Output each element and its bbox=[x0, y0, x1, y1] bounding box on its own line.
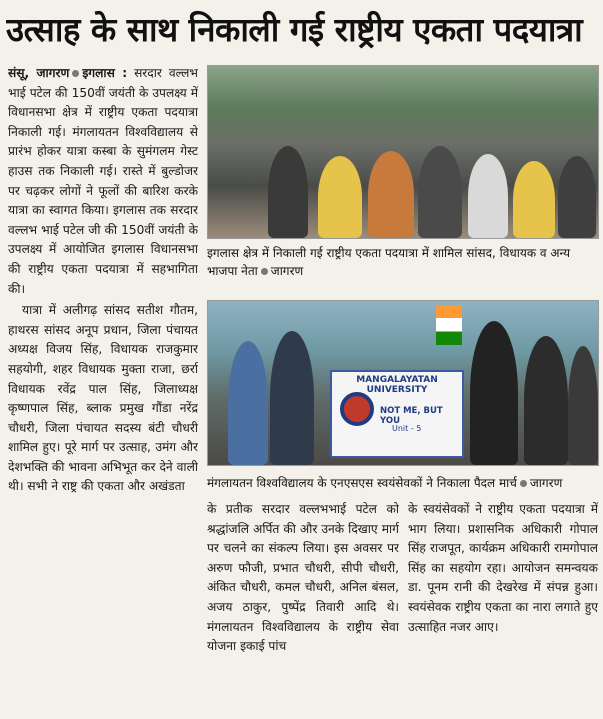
headline: उत्साह के साथ निकाली गई राष्ट्रीय एकता पदयात्रा bbox=[6, 10, 583, 49]
banner-title: MANGALAYATAN UNIVERSITY bbox=[356, 375, 438, 395]
paragraph-1-text: सरदार वल्लभ भाई पटेल की 150वीं जयंती के उपलक्ष्य में विधानसभा क्षेत्र में राष्ट्रीय एकता पदयात्रा निकाली गई। मंगलायतन विश्वविद्यालय से प्रारंभ होकर यात्रा कस्बा के सुमंगलम गेस्ट हाउस तक निकाली गई। रास्ते में बुल्डोजर पर चढ़कर लोगों ने फूलों की बारिश करके यात्रा का स्वागत किया। इगलास तक सरदार वल्लभ भाई पटेल जी की 150वीं जयंती के उपलक्ष्य में आयोजित इगलास विधानसभा की राष्ट्रीय एकता पदयात्रा में सहभागिता की। bbox=[8, 66, 198, 296]
dateline-place: इगलास : bbox=[82, 66, 128, 80]
photo-padyatra-leaders bbox=[207, 65, 599, 239]
photo2-caption-text: मंगलायतन विश्वविद्यालय के एनएसएस स्वयंसेवकों ने निकाला पैदल मार्च bbox=[207, 476, 517, 490]
nss-banner bbox=[330, 370, 464, 458]
banner-unit: Unit - 5 bbox=[392, 424, 422, 433]
dateline-source: संसू, जागरण bbox=[8, 66, 70, 80]
photo2-caption bbox=[207, 474, 599, 492]
paragraph-2: यात्रा में अलीगढ़ सांसद सतीश गौतम, हाथरस सांसद अनूप प्रधान, जिला पंचायत अध्यक्ष विजय सिंह, विधायक राजकुमार सहयोगी, शहर विधायक मुक्ता राजा, छर्रा विधायक रवेंद्र पाल सिंह, जिलाध्यक्ष कृष्णपाल सिंह, ब्लाक प्रमुख गौंडा नरेंद्र चौधरी, जिला पंचायत सदस्य बंटी चौधरी शामिल हुए। पूरे मार्ग पर उत्साह, उमंग और देशभक्ति की भावना अभिभूत कर देने वाली थी। सभी ने राष्ट्र की एकता और अखंडता bbox=[8, 303, 198, 494]
bullet-dot-icon bbox=[520, 480, 527, 487]
paragraph-1 bbox=[8, 64, 198, 299]
bullet-dot-icon bbox=[261, 268, 268, 275]
article-left-column bbox=[8, 64, 198, 714]
photo2-credit: जागरण bbox=[529, 476, 563, 490]
photo1-caption-text: इगलास क्षेत्र में निकाली गई राष्ट्रीय एकता पदयात्रा में शामिल सांसद, विधायक व अन्य भाजपा नेता bbox=[207, 246, 571, 278]
photo1-caption bbox=[207, 244, 599, 280]
banner-motto: NOT ME, BUT YOU bbox=[380, 406, 443, 426]
bullet-dot-icon bbox=[72, 70, 79, 77]
photo1-credit: जागरण bbox=[270, 264, 304, 278]
nss-wheel-icon bbox=[340, 392, 374, 426]
article-right-column: के स्वयंसेवकों ने राष्ट्रीय एकता पदयात्रा में भाग लिया। प्रशासनिक अधिकारी गोपाल सिंह राजपूत, कार्यक्रम अधिकारी रामगोपाल सिंह का सहयोग रहा। आयोजन समन्वयक डा. पूनम रानी की देखरेख में संपन्न हुआ। स्वयंसेवक राष्ट्रीय एकता का नारा लगाते हुए उत्साहित नजर आए। bbox=[408, 502, 598, 634]
article-middle-column: के प्रतीक सरदार वल्लभभाई पटेल को श्रद्धांजलि अर्पित की और उनके दिखाए मार्ग पर चलने का संकल्प लिया। इस अवसर पर अरुण फौजी, प्रभात चौधरी, सीपी चौधरी, अंकित चौधरी, कमल चौधरी, अनिल बंसल, अजय ठाकुर, पुष्पेंद्र तिवारी आदि थे। मंगलायतन विश्वविद्यालय के राष्ट्रीय सेवा योजना इकाई पांच bbox=[207, 502, 399, 654]
